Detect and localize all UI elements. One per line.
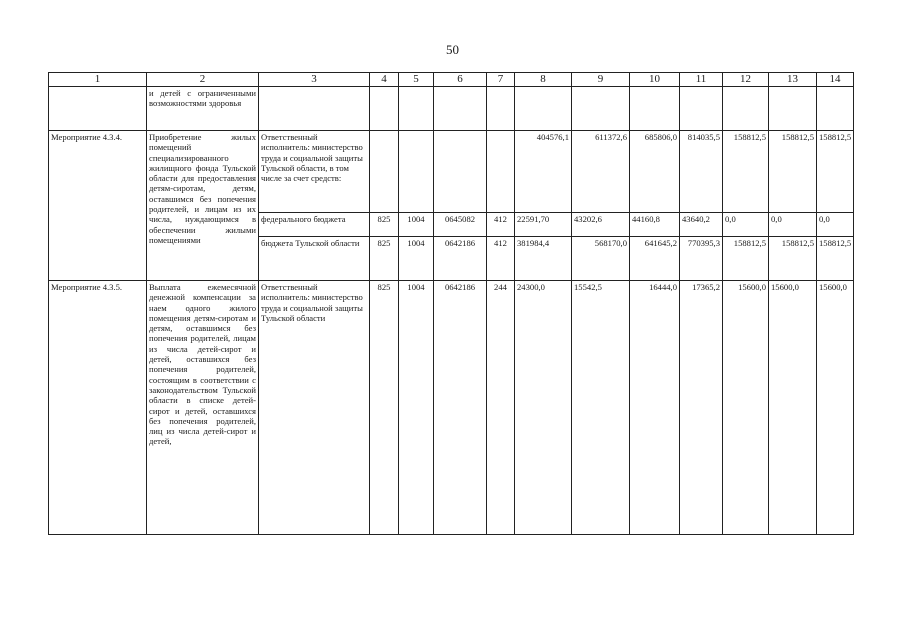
code-cell: 0645082 <box>434 213 487 237</box>
m434-total-value: 685806,0 <box>630 131 680 213</box>
column-number: 10 <box>630 73 680 87</box>
continuation-row <box>49 87 854 131</box>
m434-total-value: 404576,1 <box>515 131 572 213</box>
code-cell: 1004 <box>399 213 434 237</box>
code-cell: 1004 <box>399 281 434 535</box>
m434-executor: Ответственный исполнитель: министерство труда и социальной защиты Тульской области, в том числе за счет средств: <box>259 131 370 213</box>
column-number: 2 <box>147 73 259 87</box>
m434-federal-value: 0,0 <box>723 213 769 237</box>
m434-total-value: 814035,5 <box>680 131 723 213</box>
m434-regional-label: бюджета Тульской области <box>259 237 370 281</box>
m435-name: Мероприятие 4.3.5. <box>49 281 147 535</box>
column-number: 8 <box>515 73 572 87</box>
m435-value: 17365,2 <box>680 281 723 535</box>
code-cell: 825 <box>370 281 399 535</box>
m434-regional-value: 381984,4 <box>515 237 572 281</box>
m434-regional-value: 641645,2 <box>630 237 680 281</box>
m434-regional-value: 770395,3 <box>680 237 723 281</box>
m435-value: 15600,0 <box>817 281 854 535</box>
column-number: 11 <box>680 73 723 87</box>
table-cell <box>434 131 487 213</box>
column-number: 14 <box>817 73 854 87</box>
table-cell <box>515 87 572 131</box>
m435-value: 15542,5 <box>572 281 630 535</box>
table-cell <box>572 87 630 131</box>
table-cell <box>723 87 769 131</box>
m434-regional-value: 158812,5 <box>817 237 854 281</box>
m435-value: 15600,0 <box>769 281 817 535</box>
m434-regional-value: 158812,5 <box>769 237 817 281</box>
m434-name: Мероприятие 4.3.4. <box>49 131 147 281</box>
table-cell <box>487 87 515 131</box>
column-number: 1 <box>49 73 147 87</box>
table-cell <box>259 87 370 131</box>
budget-table <box>48 72 854 535</box>
table-cell <box>370 131 399 213</box>
column-number: 5 <box>399 73 434 87</box>
column-number: 9 <box>572 73 630 87</box>
m434-federal-value: 43640,2 <box>680 213 723 237</box>
table-cell <box>399 131 434 213</box>
m435-value: 16444,0 <box>630 281 680 535</box>
code-cell: 412 <box>487 237 515 281</box>
m434-total-value: 158812,5 <box>723 131 769 213</box>
code-cell: 825 <box>370 237 399 281</box>
column-number: 6 <box>434 73 487 87</box>
m435-value: 24300,0 <box>515 281 572 535</box>
column-number: 12 <box>723 73 769 87</box>
m435-row <box>49 281 854 535</box>
m435-value: 15600,0 <box>723 281 769 535</box>
table-cell <box>817 87 854 131</box>
m434-federal-value: 22591,70 <box>515 213 572 237</box>
table-cell <box>434 87 487 131</box>
code-cell: 0642186 <box>434 281 487 535</box>
m434-total-value: 611372,6 <box>572 131 630 213</box>
column-number: 7 <box>487 73 515 87</box>
code-cell: 412 <box>487 213 515 237</box>
m434-federal-value: 0,0 <box>817 213 854 237</box>
table-cell <box>769 87 817 131</box>
column-number: 4 <box>370 73 399 87</box>
page-number: 50 <box>446 42 459 57</box>
m434-total-row <box>49 131 854 213</box>
code-cell: 825 <box>370 213 399 237</box>
m434-description: Приобретение жилых помещений специализированного жилищного фонда Тульской области для предоставления детям-сиротам, детям, оставшимся без попечения родителей, и лицам из их числа, нуждающимся в обеспечении жилыми помещениями <box>147 131 259 281</box>
m435-description: Выплата ежемесячной денежной компенсации за наем одного жилого помещения детям-сиротам и детям, оставшимся без попечения родителей, лицам из числа детей-сирот и детей, оставшихся без попечения родителей, состоящим в соответствии с законодательством Тульской области в списке детей-сирот и детей, оставшихся без попечения родителей, лиц из числа детей-сирот и детей, <box>147 281 259 535</box>
m434-total-value: 158812,5 <box>769 131 817 213</box>
table-cell <box>630 87 680 131</box>
table-cell <box>49 87 147 131</box>
m434-regional-value: 158812,5 <box>723 237 769 281</box>
code-cell: 244 <box>487 281 515 535</box>
m434-regional-value: 568170,0 <box>572 237 630 281</box>
column-number: 3 <box>259 73 370 87</box>
m434-federal-value: 44160,8 <box>630 213 680 237</box>
code-cell: 1004 <box>399 237 434 281</box>
code-cell: 0642186 <box>434 237 487 281</box>
m435-executor: Ответственный исполнитель: министерство труда и социальной защиты Тульской области <box>259 281 370 535</box>
continuation-text: и детей с ограниченными возможностями здоровья <box>147 87 259 131</box>
column-number-row <box>49 73 854 87</box>
m434-federal-value: 0,0 <box>769 213 817 237</box>
table-cell <box>399 87 434 131</box>
table-cell <box>370 87 399 131</box>
column-number: 13 <box>769 73 817 87</box>
m434-federal-label: федерального бюджета <box>259 213 370 237</box>
m434-federal-value: 43202,6 <box>572 213 630 237</box>
table-cell <box>487 131 515 213</box>
table-cell <box>680 87 723 131</box>
m434-total-value: 158812,5 <box>817 131 854 213</box>
